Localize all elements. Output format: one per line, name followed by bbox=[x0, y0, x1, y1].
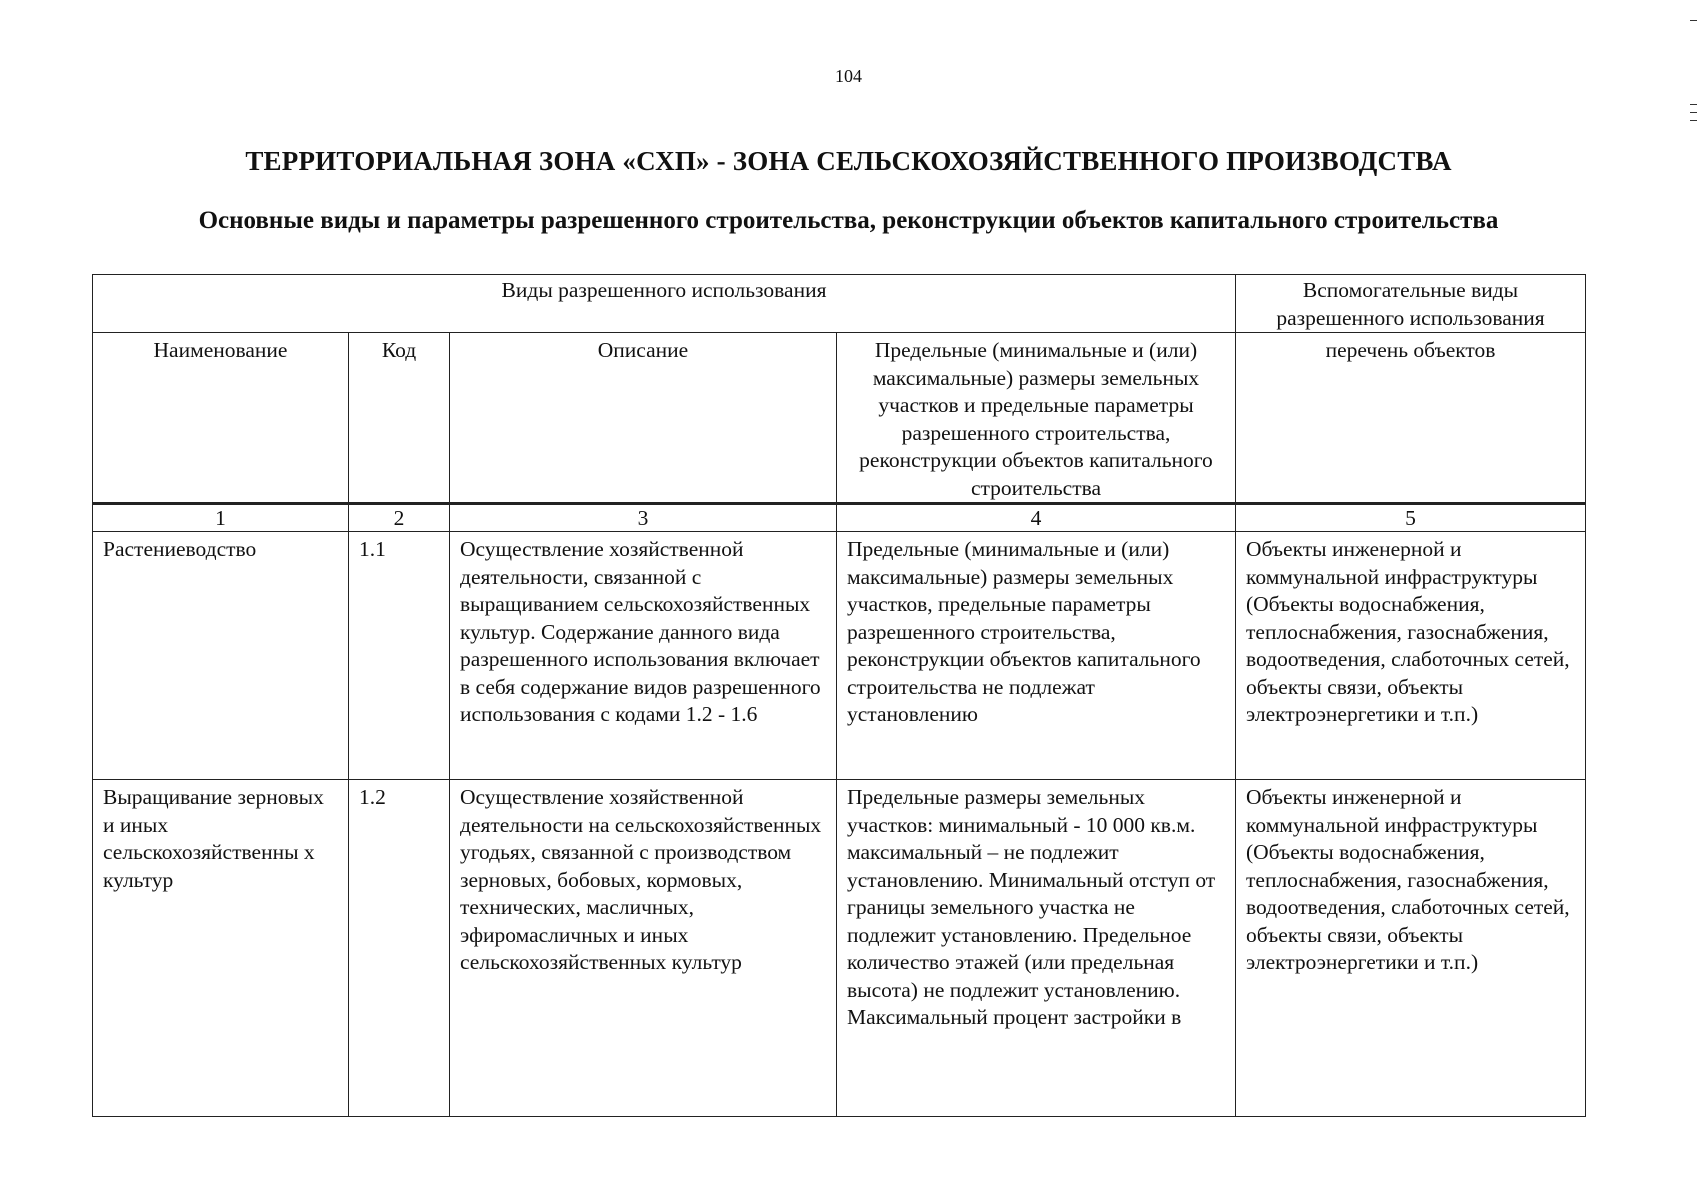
zone-title: ТЕРРИТОРИАЛЬНАЯ ЗОНА «СХП» - ЗОНА СЕЛЬСКОХОЗЯЙСТВЕННОГО ПРОИЗВОДСТВА bbox=[245, 146, 1452, 176]
row-limits: Предельные (минимальные и (или) максимальные) размеры земельных участков, предельные параметры разрешенного строительства, реконструкции объектов капитального строительства не подлежат установлению bbox=[837, 532, 1236, 780]
section-title: Основные виды и параметры разрешенного строительства, реконструкции объектов капитального строительства bbox=[198, 207, 1499, 234]
page-number: 104 bbox=[835, 66, 862, 86]
column-number: 1 bbox=[93, 504, 349, 532]
table-group-header-row bbox=[93, 275, 1586, 333]
main-uses-header: Виды разрешенного использования bbox=[93, 275, 1236, 333]
column-number: 3 bbox=[450, 504, 837, 532]
column-header-description: Описание bbox=[450, 333, 837, 504]
auxiliary-uses-header: Вспомогательные виды разрешенного использования bbox=[1236, 275, 1586, 333]
column-header-code: Код bbox=[349, 333, 450, 504]
row-code: 1.2 bbox=[349, 780, 450, 1117]
table-column-header-row bbox=[93, 333, 1586, 504]
table-row bbox=[93, 780, 1586, 1117]
scan-edge-mark bbox=[1690, 20, 1697, 21]
land-use-table bbox=[92, 274, 1586, 1117]
row-limits: Предельные размеры земельных участков: минимальный - 10 000 кв.м. максимальный – не подлежит установлению. Минимальный отступ от границы земельного участка не подлежит установлению. Предельное количество этажей (или предельная высота) не подлежит установлению. Максимальный процент застройки в bbox=[837, 780, 1236, 1117]
row-code: 1.1 bbox=[349, 532, 450, 780]
row-objects: Объекты инженерной и коммунальной инфраструктуры (Объекты водоснабжения, теплоснабжения, газоснабжения, водоотведения, слаботочных сетей, объекты связи, объекты электроэнергетики и т.п.) bbox=[1236, 532, 1586, 780]
column-header-limits: Предельные (минимальные и (или) максимальные) размеры земельных участков и предельные параметры разрешенного строительства, реконструкции объектов капитального строительства bbox=[837, 333, 1236, 504]
scan-edge-mark bbox=[1690, 112, 1697, 113]
column-number: 4 bbox=[837, 504, 1236, 532]
row-objects: Объекты инженерной и коммунальной инфраструктуры (Объекты водоснабжения, теплоснабжения, газоснабжения, водоотведения, слаботочных сетей, объекты связи, объекты электроэнергетики и т.п.) bbox=[1236, 780, 1586, 1117]
column-header-objects: перечень объектов bbox=[1236, 333, 1586, 504]
row-name: Выращивание зерновых и иных сельскохозяйственны х культур bbox=[93, 780, 349, 1117]
column-number: 5 bbox=[1236, 504, 1586, 532]
table-row bbox=[93, 532, 1586, 780]
scan-edge-mark bbox=[1690, 104, 1697, 105]
row-name: Растениеводство bbox=[93, 532, 349, 780]
row-description: Осуществление хозяйственной деятельности на сельскохозяйственных угодьях, связанной с производством зерновых, бобовых, кормовых, технических, масличных, эфиромасличных и иных сельскохозяйственных культур bbox=[450, 780, 837, 1117]
column-number-row bbox=[93, 504, 1586, 532]
column-number: 2 bbox=[349, 504, 450, 532]
row-description: Осуществление хозяйственной деятельности, связанной с выращиванием сельскохозяйственных культур. Содержание данного вида разрешенного использования включает в себя содержание видов разрешенного использования с кодами 1.2 - 1.6 bbox=[450, 532, 837, 780]
column-header-name: Наименование bbox=[93, 333, 349, 504]
scan-edge-mark bbox=[1690, 120, 1697, 121]
